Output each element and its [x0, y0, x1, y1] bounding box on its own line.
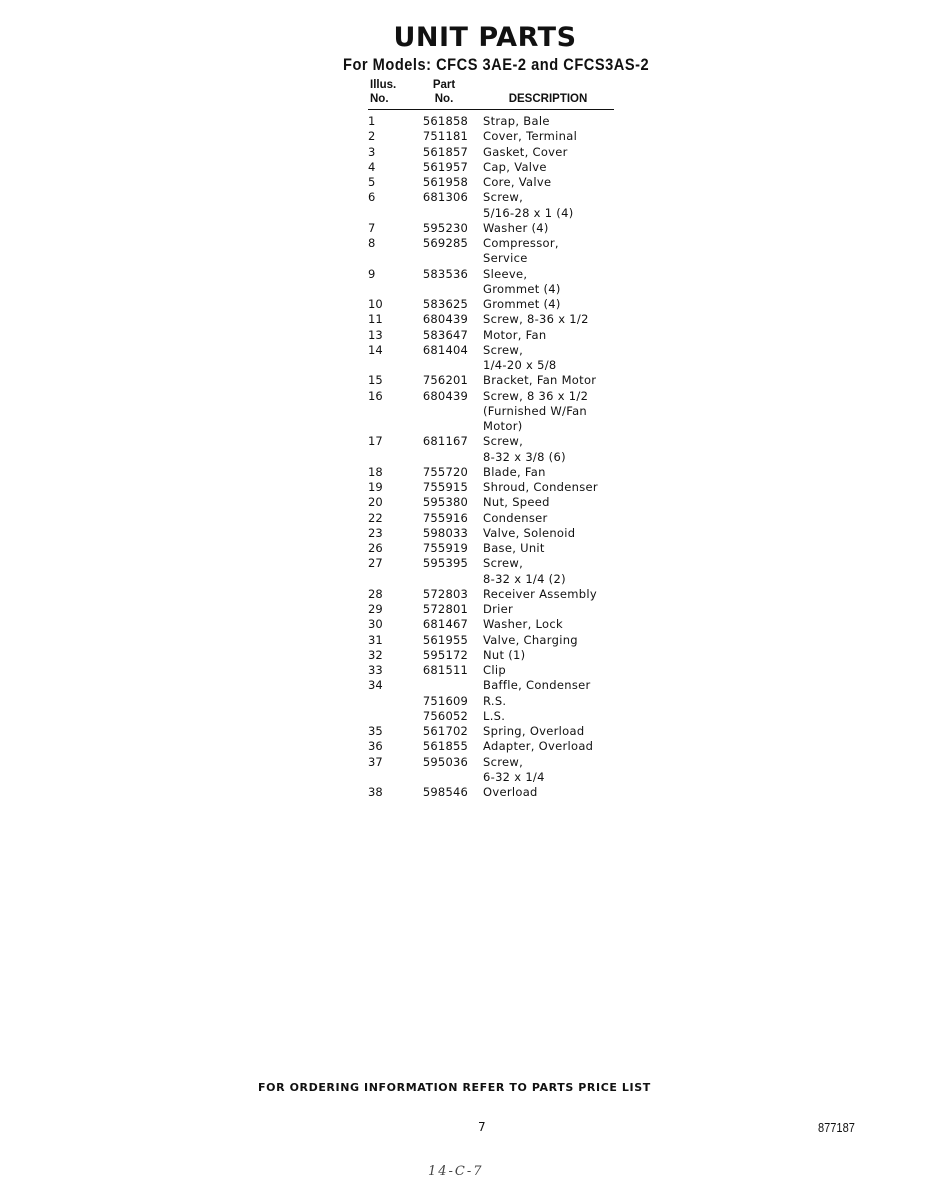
description-line: Screw,: [483, 556, 524, 571]
description-line: Adapter, Overload: [483, 739, 594, 754]
table-row: [368, 633, 628, 648]
illus-no: 15: [368, 373, 383, 388]
part-no: 595395: [422, 556, 468, 571]
illus-no: 38: [368, 785, 383, 799]
header-illus-line1: Illus.: [370, 79, 397, 91]
table-row: [368, 190, 628, 221]
part-no: 598546: [422, 785, 468, 799]
table-row: [368, 434, 628, 465]
table-row: [368, 389, 628, 435]
part-no: 681404: [422, 342, 468, 357]
illus-no: 37: [368, 754, 383, 769]
description: [468, 114, 550, 129]
description: [468, 694, 506, 709]
table-row: [368, 785, 628, 800]
table-row: [368, 602, 628, 617]
description-line: Valve, Charging: [483, 632, 578, 647]
description: [468, 328, 546, 343]
description: [468, 267, 561, 298]
illus-no: 11: [368, 312, 383, 327]
part-no: 755919: [422, 541, 468, 555]
table-row: [368, 328, 628, 343]
description-line: Gasket, Cover: [483, 144, 568, 159]
description: [468, 175, 551, 190]
part-no: [418, 678, 468, 693]
illus-no: 2: [368, 129, 376, 144]
description-line: Base, Unit: [483, 541, 545, 555]
description-line: 6-32 x 1/4: [483, 769, 545, 784]
description-line: Condenser: [483, 510, 548, 525]
document-code: 877187: [818, 1120, 855, 1135]
description-line: Cover, Terminal: [483, 129, 578, 144]
illus-no: 9: [368, 266, 376, 281]
part-no: 680439: [422, 312, 468, 327]
description: [468, 373, 596, 388]
illus-no: 8: [368, 236, 376, 250]
description-line: Motor): [483, 419, 523, 433]
table-row: [368, 755, 628, 786]
description: [468, 785, 538, 800]
part-no: 583536: [422, 266, 468, 281]
table-row: [368, 709, 628, 724]
table-row: [368, 663, 628, 678]
part-no: 561857: [422, 144, 468, 159]
description: [468, 480, 598, 495]
illus-no: 30: [368, 617, 383, 632]
description: [468, 495, 550, 510]
table-row: [368, 694, 628, 709]
description-line: Motor, Fan: [483, 327, 547, 342]
description-line: Washer, Lock: [483, 617, 563, 632]
models-subtitle: For Models: CFCS 3AE-2 and CFCS3AS-2: [343, 55, 650, 74]
part-no: 595036: [422, 754, 468, 769]
part-no: 598033: [422, 525, 468, 540]
header-rule: [368, 109, 614, 110]
table-row: [368, 175, 628, 190]
illus-no: 27: [368, 556, 383, 571]
illus-no: 7: [368, 220, 376, 235]
table-row: [368, 343, 628, 374]
part-no: 595230: [422, 220, 468, 235]
description: [468, 145, 568, 160]
table-row: [368, 373, 628, 388]
description-line: Receiver Assembly: [483, 586, 597, 601]
description-line: Screw,: [483, 342, 524, 357]
part-no: 681467: [422, 617, 468, 632]
description: [468, 663, 506, 678]
part-no: 681511: [422, 663, 468, 677]
description-line: Washer (4): [483, 220, 549, 235]
description-line: Spring, Overload: [483, 724, 585, 738]
illus-no: 6: [368, 190, 376, 205]
description: [468, 709, 505, 724]
table-row: [368, 541, 628, 556]
table-row: [368, 236, 628, 267]
header-illus-no: [370, 78, 396, 106]
parts-table: [368, 114, 628, 800]
illus-no: 18: [368, 464, 383, 479]
part-no: 561855: [422, 739, 468, 754]
table-row: [368, 114, 628, 129]
handwritten-note: 14-C-7: [428, 1164, 484, 1179]
illus-no: 13: [368, 327, 383, 342]
illus-no: 35: [368, 724, 383, 738]
illus-no: 19: [368, 480, 383, 494]
description-line: Grommet (4): [483, 297, 561, 311]
table-row: [368, 480, 628, 495]
part-no: 756052: [422, 708, 468, 723]
ordering-note: FOR ORDERING INFORMATION REFER TO PARTS PRICE LIST: [258, 1081, 651, 1094]
description: [468, 755, 545, 786]
description: [468, 511, 548, 526]
description-line: Grommet (4): [483, 281, 561, 296]
illus-no: 20: [368, 495, 383, 510]
illus-no: 16: [368, 388, 383, 403]
illus-no: 5: [368, 175, 376, 189]
description-line: Screw,: [483, 190, 524, 205]
table-row: [368, 511, 628, 526]
table-row: [368, 587, 628, 602]
illus-no: 31: [368, 632, 383, 647]
description-line: Shroud, Condenser: [483, 480, 598, 494]
description: [468, 129, 577, 144]
description: [468, 602, 513, 617]
description-line: Cap, Valve: [483, 159, 547, 174]
illus-no: 4: [368, 159, 376, 174]
description: [468, 617, 563, 632]
illus-no: 14: [368, 342, 383, 357]
description: [468, 587, 597, 602]
illus-no: 1: [368, 114, 376, 128]
description: [468, 678, 591, 693]
table-row: [368, 465, 628, 480]
header-description: DESCRIPTION: [508, 93, 588, 105]
illus-no: 3: [368, 144, 376, 159]
description-line: Bracket, Fan Motor: [483, 373, 597, 388]
description-line: Compressor,: [483, 236, 559, 250]
description-line: Service: [483, 251, 528, 266]
header-part-line1: Part: [432, 79, 456, 91]
table-row: [368, 495, 628, 510]
header-illus-line2: No.: [370, 93, 389, 105]
table-row: [368, 221, 628, 236]
table-row: [368, 617, 628, 632]
table-row: [368, 267, 628, 298]
description-line: Blade, Fan: [483, 464, 546, 479]
description: [468, 236, 559, 267]
description: [468, 724, 584, 739]
part-no: 572803: [422, 586, 468, 601]
description: [468, 465, 546, 480]
illus-no: 23: [368, 525, 383, 540]
table-row: [368, 160, 628, 175]
description-line: R.S.: [483, 693, 507, 708]
description-line: 1/4-20 x 5/8: [483, 358, 557, 372]
description: [468, 526, 575, 541]
description-line: (Furnished W/Fan: [483, 403, 588, 418]
description-line: Baffle, Condenser: [483, 678, 591, 693]
illus-no: 29: [368, 602, 383, 616]
part-no: 595380: [422, 495, 468, 510]
description-line: Screw, 8-36 x 1/2: [483, 312, 589, 327]
description: [468, 633, 578, 648]
page-title: UNIT PARTS: [393, 22, 577, 53]
illus-no: 34: [368, 678, 383, 693]
table-row: [368, 678, 628, 693]
description: [468, 297, 561, 312]
part-no: 583625: [422, 297, 468, 311]
part-no: 681306: [422, 190, 468, 205]
table-row: [368, 129, 628, 144]
part-no: 751609: [422, 693, 468, 708]
table-row: [368, 526, 628, 541]
description-line: 8-32 x 3/8 (6): [483, 449, 566, 464]
description: [468, 739, 593, 754]
illus-no: 36: [368, 739, 383, 754]
description: [468, 312, 589, 327]
description: [468, 541, 545, 556]
illus-no: 17: [368, 434, 383, 449]
description-line: Strap, Bale: [483, 114, 550, 128]
part-no: 755915: [422, 480, 468, 494]
illus-no: 22: [368, 510, 383, 525]
description-line: 5/16-28 x 1 (4): [483, 205, 574, 220]
description-line: Sleeve,: [483, 266, 528, 281]
description-line: Valve, Solenoid: [483, 525, 576, 540]
description-line: Screw,: [483, 434, 524, 449]
part-no: 561858: [422, 114, 468, 128]
illus-no: [368, 694, 418, 709]
description-line: Drier: [483, 602, 514, 616]
description: [468, 343, 557, 374]
description-line: Overload: [483, 785, 538, 799]
part-no: 561958: [422, 175, 468, 189]
description-line: Screw,: [483, 754, 524, 769]
table-row: [368, 297, 628, 312]
description-line: 8-32 x 1/4 (2): [483, 571, 566, 586]
part-no: 561702: [422, 724, 468, 738]
page-number: 7: [478, 1120, 486, 1134]
description: [468, 389, 588, 435]
table-row: [368, 556, 628, 587]
part-no: 569285: [422, 236, 468, 250]
part-no: 756201: [422, 373, 468, 388]
description: [468, 221, 549, 236]
description: [468, 160, 547, 175]
part-no: 751181: [422, 129, 468, 144]
description: [468, 648, 525, 663]
description-line: Screw, 8 36 x 1/2: [483, 388, 589, 403]
table-row: [368, 739, 628, 754]
illus-no: 10: [368, 297, 383, 311]
part-no: 681167: [422, 434, 468, 449]
illus-no: 32: [368, 647, 383, 662]
description-line: Nut, Speed: [483, 495, 550, 510]
part-no: 755720: [422, 464, 468, 479]
illus-no: 33: [368, 663, 383, 677]
illus-no: [368, 709, 418, 724]
table-row: [368, 648, 628, 663]
table-row: [368, 312, 628, 327]
part-no: 561957: [422, 159, 468, 174]
description-line: L.S.: [483, 708, 506, 723]
table-row: [368, 145, 628, 160]
part-no: 572801: [422, 602, 468, 616]
part-no: 595172: [422, 647, 468, 662]
description: [468, 190, 574, 221]
part-no: 561955: [422, 632, 468, 647]
header-part-line2: No.: [434, 93, 454, 105]
part-no: 583647: [422, 327, 468, 342]
description-line: Clip: [483, 663, 506, 677]
part-no: 680439: [422, 388, 468, 403]
description-line: Core, Valve: [483, 175, 552, 189]
table-row: [368, 724, 628, 739]
description: [468, 556, 566, 587]
part-no: 755916: [422, 510, 468, 525]
illus-no: 26: [368, 541, 383, 555]
description-line: Nut (1): [483, 647, 526, 662]
description: [468, 434, 566, 465]
illus-no: 28: [368, 586, 383, 601]
header-part-no: [423, 78, 465, 106]
